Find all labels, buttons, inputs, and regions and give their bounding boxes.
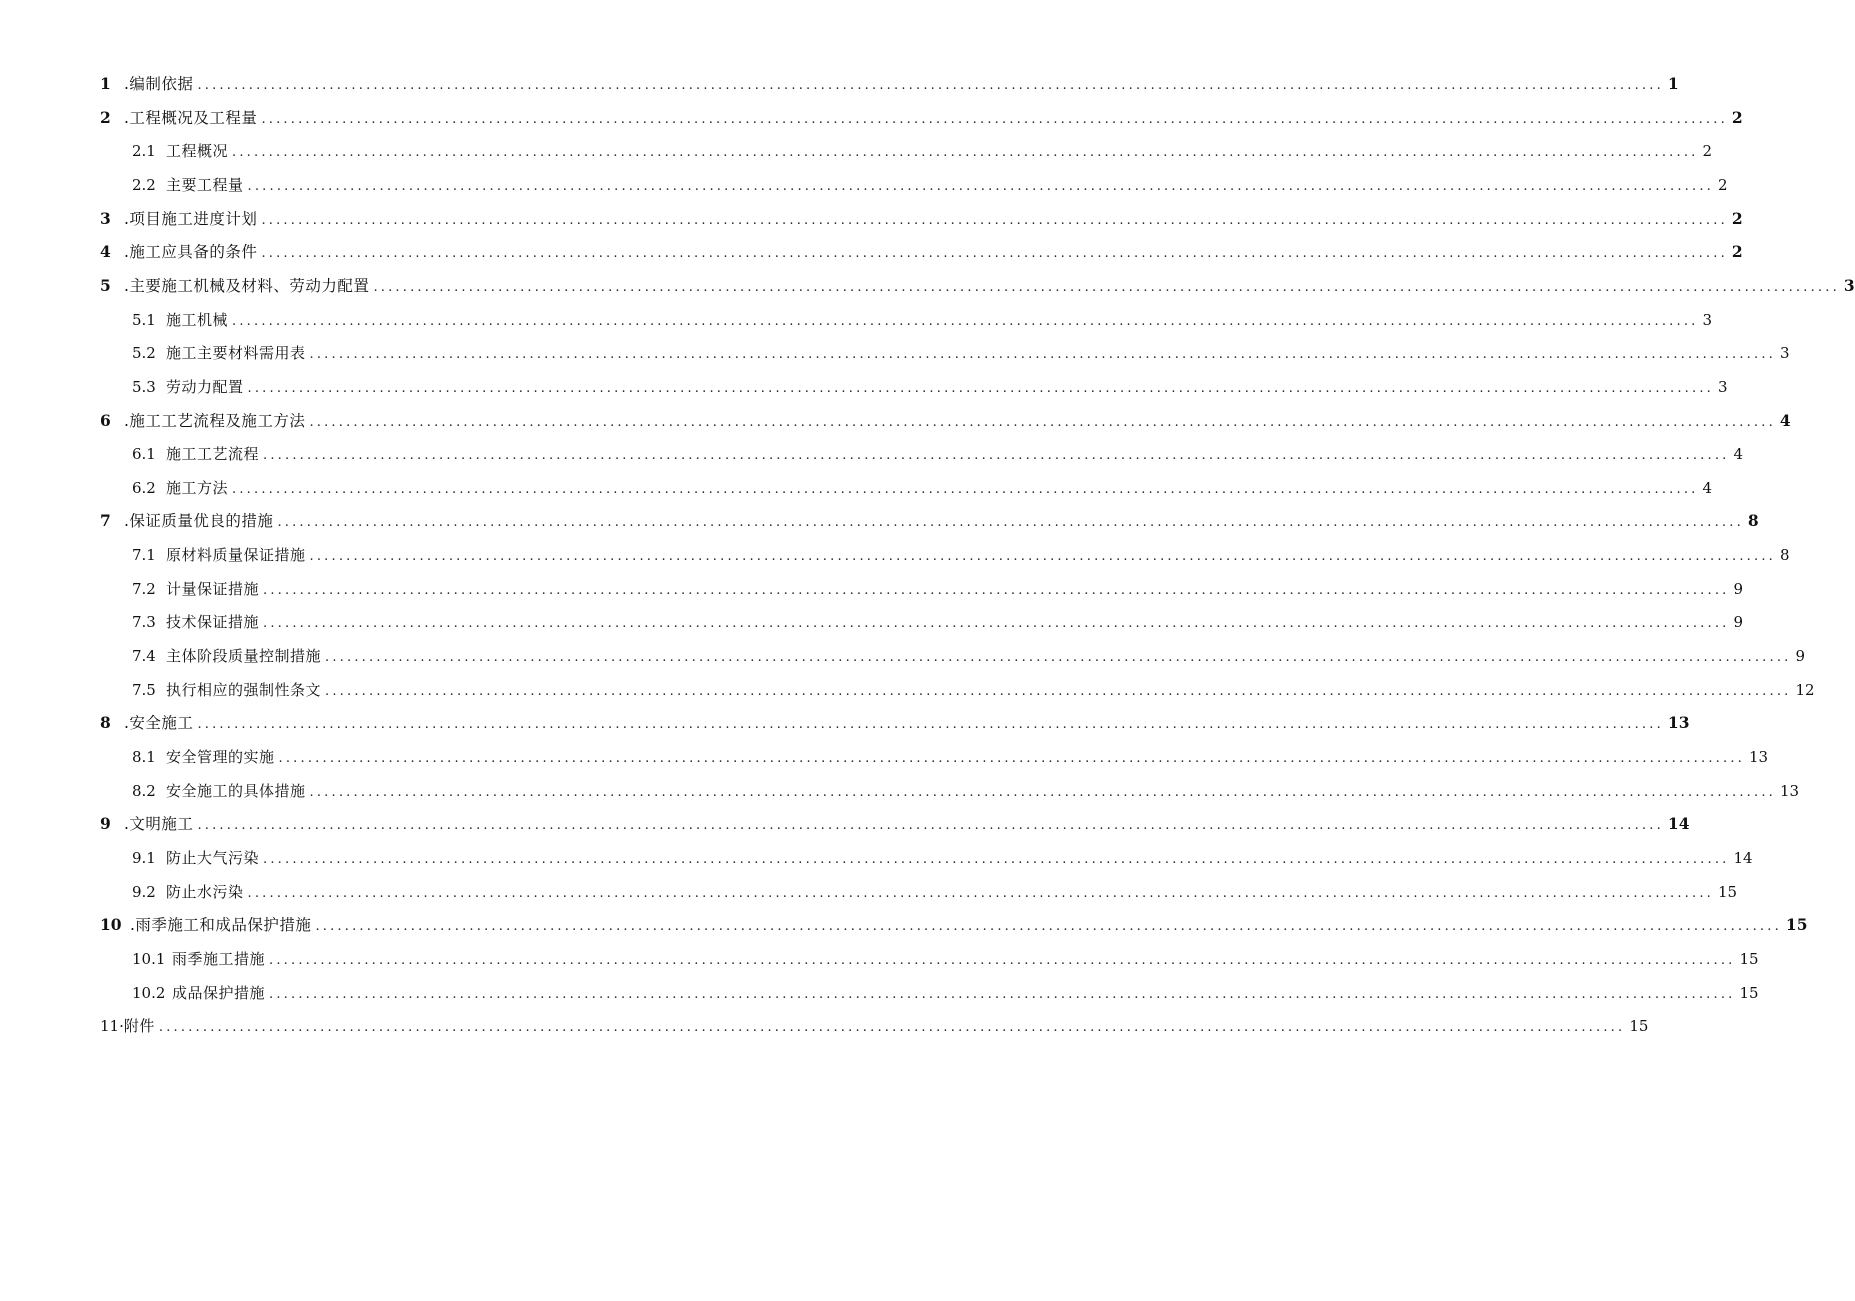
- toc-entry-title: .项目施工进度计划: [124, 209, 258, 228]
- toc-entry-number: 5.1: [132, 310, 156, 329]
- toc-entry[interactable]: [132, 139, 1713, 163]
- toc-leader-dots: ........................................................................................................................................................................................................: [315, 919, 1782, 935]
- toc-entry-number: 3: [100, 208, 111, 228]
- toc-leader-dots: ........................................................................................................................................................................................................: [263, 582, 1730, 598]
- toc-leader-dots: ........................................................................................................................................................................................................: [309, 784, 1776, 800]
- toc-entry-page: 9: [1795, 647, 1806, 666]
- toc-entry-title: 防止水污染: [166, 882, 244, 901]
- toc-leader-dots: ........................................................................................................................................................................................................: [261, 111, 1728, 127]
- toc-entry-title: .主要施工机械及材料、劳动力配置: [124, 276, 370, 295]
- toc-entry[interactable]: [132, 779, 1800, 803]
- toc-entry-title: 执行相应的强制性条文: [166, 680, 322, 699]
- toc-entry[interactable]: [132, 610, 1744, 634]
- toc-entry-number: 7.1: [132, 546, 156, 565]
- toc-entry-number: 2: [100, 107, 111, 127]
- toc-entry-title: 原材料质量保证措施: [166, 546, 306, 565]
- toc-entry[interactable]: [100, 1014, 1649, 1038]
- toc-entry-page: 4: [1702, 478, 1713, 497]
- toc-leader-dots: ........................................................................................................................................................................................................: [277, 515, 1744, 531]
- toc-entry-title: 施工主要材料需用表: [166, 344, 306, 363]
- toc-entry-number: 8.1: [132, 748, 156, 766]
- toc-entry-number: 9: [100, 814, 111, 834]
- toc-entry-title: 主体阶段质量控制措施: [166, 647, 322, 666]
- toc-entry[interactable]: [100, 240, 1743, 264]
- toc-entry-page: 13: [1748, 748, 1769, 766]
- toc-leader-dots: ........................................................................................................................................................................................................: [278, 751, 1745, 766]
- toc-entry[interactable]: [132, 577, 1744, 601]
- toc-entry[interactable]: [132, 644, 1806, 668]
- toc-leader-dots: ........................................................................................................................................................................................................: [309, 414, 1776, 430]
- toc-entry-title: .雨季施工和成品保护措施: [130, 916, 312, 935]
- toc-entry[interactable]: [100, 274, 1855, 298]
- toc-entry-title: 安全施工的具体措施: [166, 781, 306, 800]
- toc-entry-title: 防止大气污染: [166, 848, 260, 867]
- toc-entry-number: 4: [100, 242, 111, 262]
- toc-leader-dots: ........................................................................................................................................................................................................: [197, 818, 1664, 834]
- toc-entry-title: 劳动力配置: [166, 377, 244, 396]
- toc-leader-dots: ........................................................................................................................................................................................................: [232, 481, 1699, 497]
- toc-entry-title: 技术保证措施: [166, 613, 260, 632]
- toc-entry[interactable]: [100, 913, 1808, 937]
- toc-entry-page: 13: [1779, 781, 1800, 800]
- toc-entry-title: 施工方法: [166, 478, 229, 497]
- toc-entry-page: 15: [1739, 949, 1759, 968]
- toc-entry-page: 13: [1667, 713, 1690, 733]
- toc-entry-number: 10.1: [132, 949, 166, 968]
- toc-entry-page: 14: [1733, 848, 1753, 867]
- toc-entry[interactable]: [100, 509, 1759, 533]
- toc-entry-page: 9: [1733, 579, 1744, 598]
- toc-entry-number: 10.2: [132, 983, 166, 1002]
- toc-entry-number: 6.2: [132, 478, 156, 497]
- toc-entry[interactable]: [132, 947, 1759, 971]
- toc-leader-dots: ........................................................................................................................................................................................................: [263, 851, 1730, 867]
- toc-entry-page: 2: [1731, 242, 1743, 262]
- toc-entry[interactable]: [100, 207, 1743, 231]
- toc-entry-title: 主要工程量: [166, 175, 244, 194]
- toc-leader-dots: ........................................................................................................................................................................................................: [263, 448, 1730, 464]
- toc-entry[interactable]: [132, 981, 1759, 1005]
- toc-entry-page: 8: [1747, 511, 1759, 531]
- toc-leader-dots: ........................................................................................................................................................................................................: [325, 683, 1792, 699]
- toc-leader-dots: ........................................................................................................................................................................................................: [373, 279, 1840, 295]
- toc-entry[interactable]: [100, 711, 1690, 735]
- toc-entry-number: 7.2: [132, 579, 156, 598]
- toc-leader-dots: ........................................................................................................................................................................................................: [263, 616, 1730, 632]
- toc-entry-title: 施工工艺流程: [166, 445, 260, 464]
- toc-entry-number: 7.4: [132, 647, 156, 666]
- toc-entry-page: 2: [1702, 142, 1713, 161]
- toc-leader-dots: ........................................................................................................................................................................................................: [325, 650, 1792, 666]
- toc-entry[interactable]: [132, 375, 1728, 399]
- toc-entry-number: 7.3: [132, 613, 156, 632]
- toc-entry-page: 15: [1785, 915, 1808, 935]
- toc-leader-dots: ........................................................................................................................................................................................................: [232, 313, 1699, 329]
- toc-entry-page: 1: [1667, 74, 1679, 93]
- toc-leader-dots: ........................................................................................................................................................................................................: [247, 885, 1714, 901]
- toc-entry-page: 8: [1779, 546, 1790, 565]
- toc-entry-number: 11·: [100, 1017, 124, 1036]
- toc-entry-number: 7.5: [132, 680, 156, 699]
- toc-leader-dots: ........................................................................................................................................................................................................: [309, 549, 1776, 565]
- toc-entry-page: 3: [1717, 377, 1728, 396]
- toc-entry-number: 2.1: [132, 142, 156, 161]
- toc-entry[interactable]: [132, 173, 1728, 197]
- toc-entry-page: 12: [1795, 680, 1815, 699]
- toc-entry[interactable]: [100, 106, 1743, 130]
- toc-entry[interactable]: [132, 678, 1815, 702]
- toc-entry-page: 2: [1731, 208, 1743, 228]
- toc-entry[interactable]: [132, 476, 1713, 500]
- toc-entry-number: 7: [100, 511, 111, 531]
- toc-entry-number: 9.1: [132, 848, 156, 867]
- toc-entry-page: 15: [1739, 983, 1759, 1002]
- toc-entry-number: 10: [100, 915, 122, 935]
- toc-entry-title: 工程概况: [166, 142, 229, 161]
- toc-entry[interactable]: [132, 745, 1769, 769]
- toc-entry-page: 4: [1779, 410, 1791, 430]
- toc-leader-dots: ........................................................................................................................................................................................................: [232, 145, 1699, 161]
- toc-leader-dots: ........................................................................................................................................................................................................: [261, 212, 1728, 228]
- toc-entry-title: .保证质量优良的措施: [124, 512, 274, 531]
- toc-entry-title: .文明施工: [124, 815, 194, 834]
- toc-entry-title: 雨季施工措施: [172, 949, 266, 968]
- toc-entry-number: 9.2: [132, 882, 156, 901]
- toc-entry[interactable]: [100, 409, 1791, 433]
- toc-entry-title: 施工机械: [166, 310, 229, 329]
- toc-entry-title: 成品保护措施: [172, 983, 266, 1002]
- toc-leader-dots: ........................................................................................................................................................................................................: [261, 246, 1728, 262]
- toc-entry-page: 4: [1733, 445, 1744, 464]
- toc-entry[interactable]: [132, 846, 1753, 870]
- toc-entry[interactable]: [132, 880, 1738, 904]
- toc-entry[interactable]: [132, 442, 1744, 466]
- toc-entry-number: 5: [100, 275, 111, 295]
- toc-entry[interactable]: [132, 341, 1790, 365]
- toc-entry-page: 3: [1843, 275, 1855, 295]
- toc-entry-title: .工程概况及工程量: [124, 108, 258, 127]
- toc-leader-dots: ........................................................................................................................................................................................................: [158, 1020, 1626, 1036]
- toc-entry-number: 6: [100, 410, 111, 430]
- toc-entry-number: 6.1: [132, 445, 156, 464]
- toc-entry-number: 1: [100, 74, 111, 93]
- toc-entry-title: 计量保证措施: [166, 579, 260, 598]
- toc-leader-dots: ........................................................................................................................................................................................................: [247, 380, 1714, 396]
- toc-entry-page: 15: [1717, 882, 1738, 901]
- toc-entry-page: 9: [1733, 613, 1744, 632]
- toc-entry[interactable]: [132, 308, 1713, 332]
- toc-leader-dots: ........................................................................................................................................................................................................: [247, 178, 1714, 194]
- toc-entry-title: .编制依据: [124, 75, 194, 93]
- toc-entry[interactable]: [132, 543, 1790, 567]
- toc-entry-number: 2.2: [132, 175, 156, 194]
- toc-entry-page: 2: [1717, 175, 1728, 194]
- toc-entry-title: .安全施工: [124, 714, 194, 733]
- toc-entry-number: 5.2: [132, 344, 156, 363]
- toc-entry-number: 8: [100, 713, 111, 733]
- toc-entry-title: 安全管理的实施: [166, 748, 275, 766]
- toc-entry[interactable]: [100, 812, 1690, 836]
- toc-entry-page: 15: [1629, 1017, 1649, 1036]
- toc-leader-dots: ........................................................................................................................................................................................................: [197, 78, 1664, 93]
- toc-leader-dots: ........................................................................................................................................................................................................: [269, 952, 1736, 968]
- toc-entry-title: .施工应具备的条件: [124, 243, 258, 262]
- toc-entry-page: 14: [1667, 814, 1690, 834]
- toc-entry-page: 2: [1731, 107, 1743, 127]
- toc-entry-page: 3: [1702, 310, 1713, 329]
- toc-leader-dots: ........................................................................................................................................................................................................: [197, 717, 1664, 733]
- toc-entry-title: 附件: [123, 1017, 155, 1036]
- toc-entry[interactable]: [100, 72, 1679, 96]
- toc-entry-number: 8.2: [132, 781, 156, 800]
- toc-entry-title: .施工工艺流程及施工方法: [124, 411, 306, 430]
- toc-leader-dots: ........................................................................................................................................................................................................: [309, 347, 1776, 363]
- toc-entry-page: 3: [1779, 344, 1790, 363]
- toc-entry-number: 5.3: [132, 377, 156, 396]
- toc-leader-dots: ........................................................................................................................................................................................................: [269, 986, 1736, 1002]
